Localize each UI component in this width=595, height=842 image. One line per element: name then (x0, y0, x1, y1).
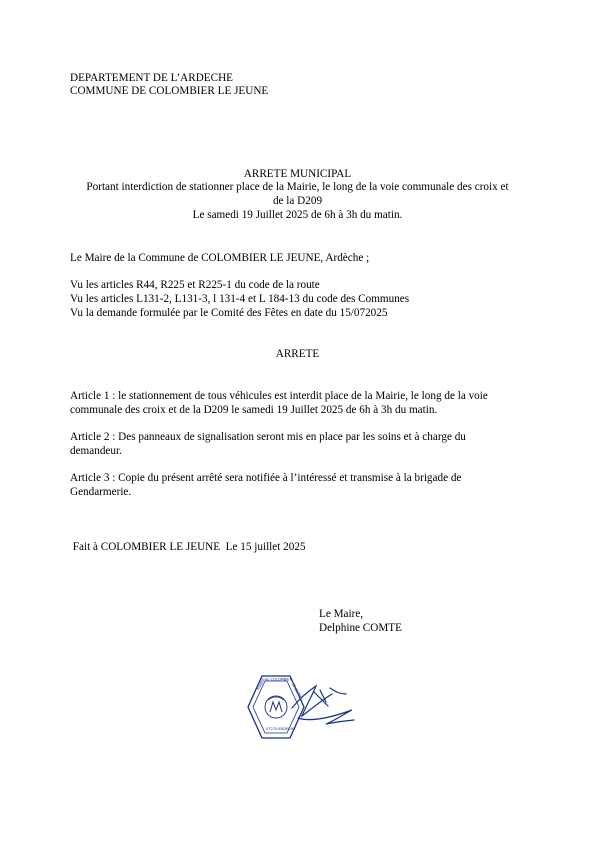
arrete-heading: ARRETE (275, 348, 320, 360)
subtitle-line-1: Portant interdiction de stationner place de la Mairie, le long de la voie communale des croix et (86, 181, 509, 193)
article-3-line-2: Gendarmerie. (70, 486, 132, 498)
svg-text:07270: 07270 (266, 727, 278, 731)
vu-line-3: Vu la demande formulée par le Comité des Fêtes en date du 15/072025 (70, 307, 388, 319)
article-2-line-1: Article 2 : Des panneaux de signalisation seront mis en place par les soins et à charge du (70, 431, 466, 443)
subtitle-line-3: Le samedi 19 Juillet 2025 de 6h à 3h du matin. (192, 209, 403, 221)
svg-text:de COLOMBIER: de COLOMBIER (265, 677, 293, 682)
commune-line: COMMUNE DE COLOMBIER LE JEUNE (70, 85, 269, 97)
svg-text:LE JEUNE: LE JEUNE (291, 682, 303, 699)
article-1-line-1: Article 1 : le stationnement de tous véhicules est interdit place de la Mairie, le long de la voie (70, 390, 488, 402)
article-3-line-1: Article 3 : Copie du présent arrêté sera notifiée à l’intéressé et transmise à la brigade de (70, 472, 462, 484)
department-line: DEPARTEMENT DE L’ARDECHE (70, 72, 234, 84)
official-stamp-seal (240, 672, 360, 742)
document-title: ARRETE MUNICIPAL (243, 168, 352, 180)
subtitle-line-2: de la D209 (272, 195, 323, 207)
svg-text:MAIRIE: MAIRIE (256, 677, 266, 691)
signature-name: Delphine COMTE (319, 622, 402, 634)
signature-role: Le Maire, (319, 608, 364, 620)
vu-line-2: Vu les articles L131-2, L131-3, l 131-4 et L 184-13 du code des Communes (70, 293, 410, 305)
svg-text:ARDECHE: ARDECHE (278, 727, 296, 731)
article-1-line-2: communale des croix et de la D209 le samedi 19 Juillet 2025 de 6h à 3h du matin. (70, 404, 438, 416)
vu-line-1: Vu les articles R44, R225 et R225-1 du code de la route (70, 279, 320, 291)
fait-line: Fait à COLOMBIER LE JEUNE Le 15 juillet 2025 (70, 541, 306, 553)
maire-line: Le Maire de la Commune de COLOMBIER LE JEUNE, Ardèche ; (70, 252, 370, 264)
article-2-line-2: demandeur. (70, 445, 122, 457)
